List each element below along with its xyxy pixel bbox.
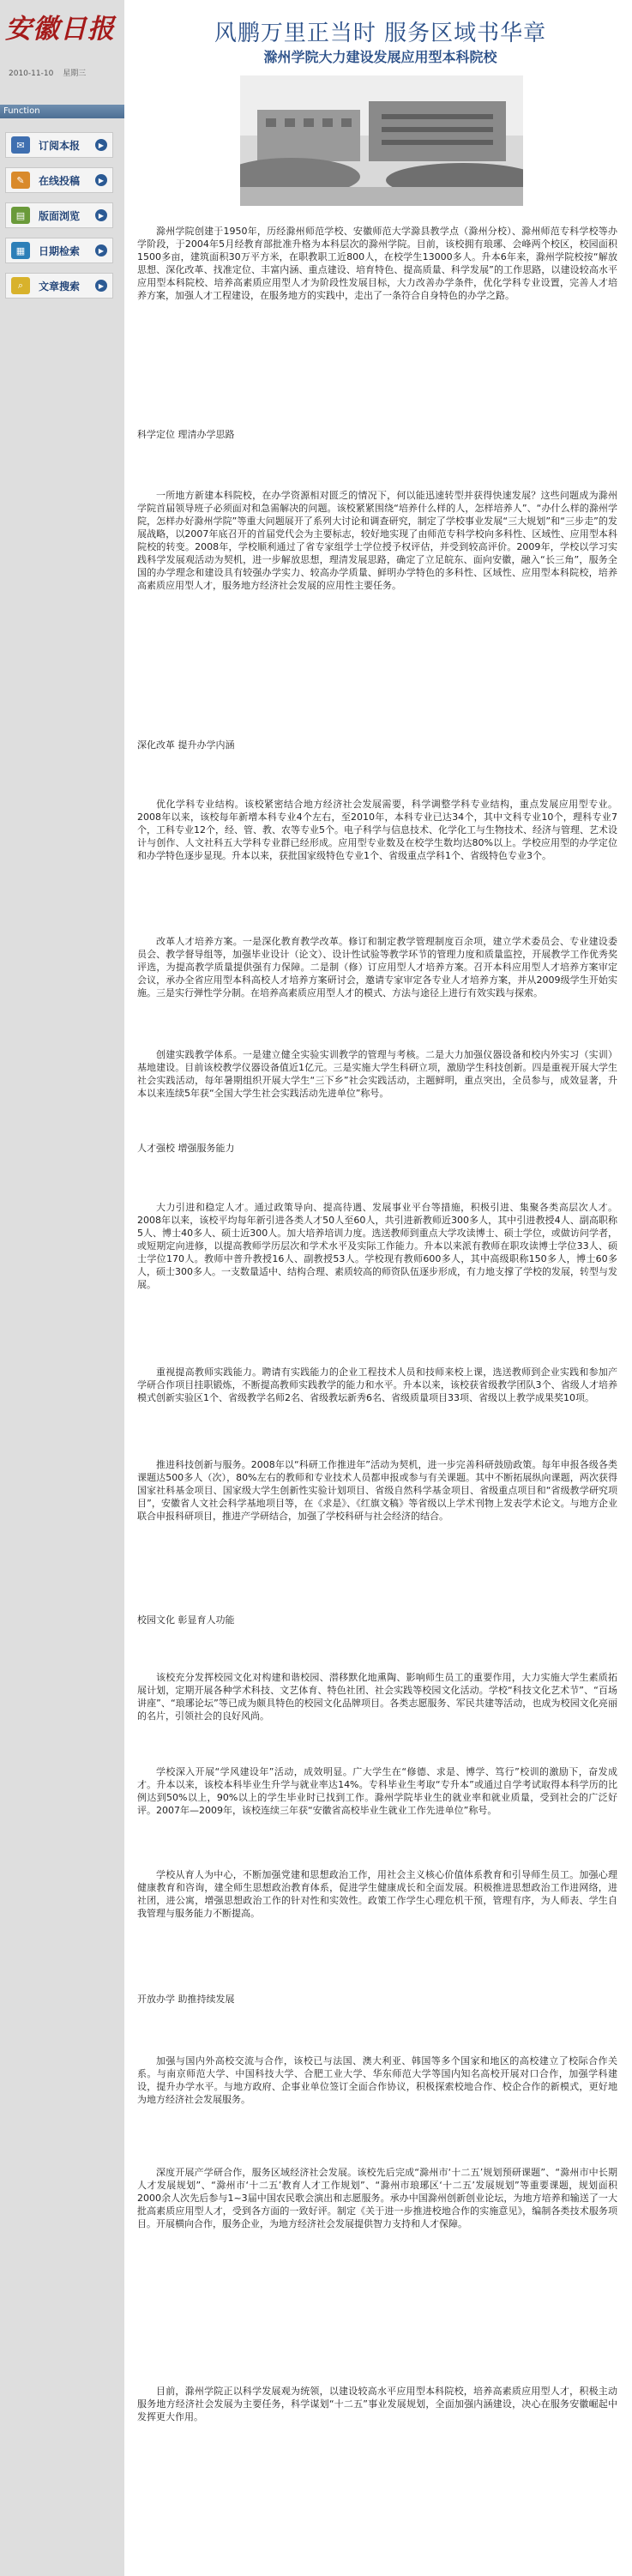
paragraph: 加强与国内外高校交流与合作，该校已与法国、澳大利亚、韩国等多个国家和地区的高校建立了校际合作关系。与南京师范大学、中国科技大学、合肥工业大学、华东师范大学等国内知名高校开展对口合作，加强学科建设，提升办学水平。与地方政府、企事业单位签订全面合作协议，积极探索校地合作、校企合作的新模式，更好地为地方经济社会发展服务。: [137, 2055, 617, 2105]
paragraph: 创建实践教学体系。一是建立健全实验实训教学的管理与考核。二是大力加强仪器设备和校内外实习（实训）基地建设。目前该校教学仪器设备值近1亿元。三是实施大学生科研立项，激励学生科技创新。四是重视开展大学生社会实践活动，每年暑期组织开展大学生“三下乡”社会实践活动，主题鲜明，重点突出，全员参与，成效显著，升本以来连续5年获“全国大学生社会实践活动先进单位”称号。: [137, 1049, 617, 1099]
paragraph: 该校充分发挥校园文化对构建和谐校园、潜移默化地熏陶、影响师生员工的重要作用，大力实施大学生素质拓展计划，定期开展各种学术科技、文艺体育、特色社团、社会实践等校园文化活动。学校“科技文化艺术节”、“百场讲座”、“琅琊论坛”等已成为颇具特色的校园文化品牌项目。各类志愿服务、军民共建等活动，也成为校园文化亮丽的名片，引领社会的良好风尚。: [137, 1672, 617, 1722]
arrow-right-icon: ▶: [95, 244, 107, 256]
section-heading: 科学定位 理清办学思路: [137, 429, 235, 440]
arrow-right-icon: ▶: [95, 209, 107, 221]
paragraph: 深度开展产学研合作，服务区域经济社会发展。该校先后完成“滁州市‘十二五’规划预研课题”、“滁州市中长期人才发展规划”、“滁州市‘十二五’教育人才工作规划”、“滁州市琅琊区‘十二五’发展规划”等重要课题，规划面积2000余人次先后参与1~3届中国农民歌会演出和志愿服务。承办中国滁州创新创业论坛，为地方培养和输送了一大批高素质应用型人才，受到各方面的一致好评。制定《关于进一步推进校地合作的实施意见》，编制各类技术服务项目。开展横向合作，服务企业，为地方经济社会发展提供智力支持和人才保障。: [137, 2167, 617, 2229]
paragraph: 目前，滁州学院正以科学发展观为统领，以建设较高水平应用型本科院校，培养高素质应用型人才，积极主动服务地方经济社会发展为主要任务，科学谋划“十二五”事业发展规划，全面加强内涵建设，决心在服务安徽崛起中发挥更大作用。: [137, 2386, 617, 2422]
sidebar-item-submit[interactable]: ✎ 在线投稿 ▶: [5, 167, 113, 193]
paragraph: 一所地方新建本科院校，在办学资源相对匮乏的情况下，何以能迅速转型并获得快速发展？这些问题成为滁州学院首届领导班子必须面对和急需解决的问题。该校紧紧围绕“培养什么样的人，怎样培养人”、“办什么样的滁州学院，怎样办好滁州学院”等重大问题展开了系列大讨论和调查研究，制定了学校事业发展“三大规划”和“三步走”的发展战略，以2007年底召开的首届党代会为主要标志，较好地实现了由师范专科学校向多科性、区域性、应用型本科院校的转变。2008年，学校顺利通过了省专家组学士学位授予权评估，并受到较高评价。2009年，学校以学习实践科学发展观活动为契机，进一步解放思想，理清发展思路，确定了立足皖东、面向安徽，融入“长三角”，服务全国的办学理念和建设具有较强办学实力、较高办学质量、鲜明办学特色的多科性、区域性、应用型本科院校，培养高素质应用型人才，服务地方经济社会发展的应用性主要任务。: [137, 490, 617, 591]
section-heading: 校园文化 彰显育人功能: [137, 1614, 235, 1626]
dateline: [9, 67, 93, 78]
arrow-right-icon: ▶: [95, 174, 107, 186]
arrow-right-icon: ▶: [95, 139, 107, 151]
paragraph: 优化学科专业结构。该校紧密结合地方经济社会发展需要，科学调整学科专业结构，重点发展应用型专业。2008年以来，该校每年新增本科专业4个左右，至2010年，本科专业已达34个，其中文科专业10个，理科专业7个，工科专业12个，经、管、教、农等专业5个。电子科学与信息技术、化学化工与生物技术、经济与管理、艺术设计与创作、人文社科五大学科专业群已经形成。应用型专业数及在校学生数均达80%以上。学校应用型的办学定位和办学特色逐步显现。升本以来，获批国家级特色专业1个、省级重点学科1个、省级特色专业3个。: [137, 799, 617, 861]
paragraph: 学校深入开展“学风建设年”活动，成效明显。广大学生在“修德、求是、博学、笃行”校训的激励下，奋发成才。升本以来，该校本科毕业生升学与就业率达14%。专科毕业生考取“专升本”或通过自学考试取得本科学历的比例达到50%以上，90%以上的学生毕业时已找到工作。滁州学院毕业生的就业率和就业质量，受到社会的广泛好评。2007年—2009年，该校连续三年获“安徽省高校毕业生就业工作先进单位”称号。: [137, 1766, 617, 1816]
article-subtitle: 滁州学院大力建设发展应用型本科院校: [263, 49, 497, 65]
arrow-right-icon: ▶: [95, 280, 107, 292]
publish-date: 2010-11-10: [9, 69, 54, 78]
sidebar-item-calendar[interactable]: ▦ 日期检索 ▶: [5, 238, 113, 263]
article-area: [129, 0, 632, 2576]
paragraph: 推进科技创新与服务。2008年以“科研工作推进年”活动为契机，进一步完善科研鼓励政策。每年申报各级各类课题达500多人（次），80%左右的教师和专业技术人员都申报或参与有关课题。其中不断拓展纵向课题，两次获得国家社科基金项目、国家级大学生创新性实验计划项目、省级自然科学基金项目、省级重点项目和“省级教学研究项目”，安徽省人文社会科学基地项目等，在《求是》、《红旗文稿》等省级以上学术刊物上发表学术论文。与地方企业联合申报科研项目，推进产学研结合，加强了学校科研与社会经济的结合。: [137, 1459, 617, 1522]
paragraph: 学校从育人为中心，不断加强党建和思想政治工作，用社会主义核心价值体系教育和引导师生员工。加强心理健康教育和咨询，建全师生思想政治教育体系，促进学生健康成长和全面发展。积极推进思想政治工作进网络，进社团，进公寓，增强思想政治工作的针对性和实效性。政策工作学生心理危机干预，管理有序，为人师表、学生自我管理与服务能力不断提高。: [137, 1869, 617, 1919]
section-heading: 开放办学 助推持续发展: [137, 1994, 235, 2005]
newspaper-logo[interactable]: 安徽日报: [5, 14, 115, 45]
section-heading: 深化改革 提升办学内涵: [137, 739, 235, 751]
layout-icon: ▤: [11, 207, 30, 224]
paragraph: 大力引进和稳定人才。通过政策导向、提高待遇、发展事业平台等措施，积极引进、集聚各类高层次人才。2008年以来，该校平均每年新引进各类人才50人至60人，共引进新教师近300多人，其中引进教授4人、副高职称5人、博士40多人、硕士近300人。加大培养培训力度。选送教师到重点大学攻读博士、硕士学位，或做访问学者，或短期定向进修，以提高教师学历层次和学术水平及实际工作能力。升本以来派有教师在职攻读博士学位33人、硕士学位170人。教师中普升教授16人、副教授53人。学校现有教师600多人，其中高级职称150多人，博士60多人，硕士300多人。一支数量适中、结构合理、素质较高的师资队伍逐步形成，有力地支撑了学校的发展，转型与发展。: [137, 1202, 617, 1290]
campus-photo-illustration: [240, 75, 523, 206]
sidebar-item-search[interactable]: ⌕ 文章搜索 ▶: [5, 273, 113, 299]
subscribe-icon: ✉: [11, 136, 30, 154]
calendar-icon: ▦: [11, 242, 30, 259]
paragraph: 改革人才培养方案。一是深化教育教学改革。修订和制定教学管理制度百余项，建立学术委员会、专业建设委员会、教学督导组等，加强毕业设计（论文）、设计性试验等教学环节的管理力度和质量监控，开展教学工作优秀奖评选，为提高教学质量提供强有力保障。二是制（修）订应用型人才培养方案。召开本科应用型人才培养方案审定会议，承办全省应用型本科高校人才培养方案研讨会，邀请专家审定各专业人才培养方案，并从2009级学生开始实施。三是实行弹性学分制。在培养高素质应用型人才的模式、方法与途径上进行有效实践与探索。: [137, 936, 617, 998]
section-heading: 人才强校 增强服务能力: [137, 1143, 235, 1154]
sidebar-item-subscribe[interactable]: ✉ 订阅本报 ▶: [5, 132, 113, 158]
function-bar: Function: [0, 105, 124, 118]
sidebar: [0, 0, 124, 2576]
sidebar-item-layout[interactable]: ▤ 版面浏览 ▶: [5, 202, 113, 228]
paragraph: 滁州学院创建于1950年，历经滁州师范学校、安徽师范大学滁县教学点（滁州分校）、滁州师范专科学校等办学阶段，于2004年5月经教育部批准升格为本科层次的滁州学院。目前，该校拥有琅琊、会峰两个校区，校园面积1500多亩，建筑面积30万平方米，在职教职工近800人，在校学生13000多人。升本6年来，滁州学院校按“解放思想、深化改革、找准定位、丰富内涵、重点建设、培育特色、提高质量、科学发展”的工作思路，以建设较高水平应用型本科院校、培养高素质应用型人才为阶段性发展目标，大力改善办学条件，优化学科专业设置，完善人才培养方案，加强人才工程建设，在服务地方的实践中，走出了一条符合自身特色的办学之路。: [137, 226, 617, 301]
campus-photo: [240, 75, 523, 206]
paragraph: 重视提高教师实践能力。聘请有实践能力的企业工程技术人员和技师来校上课，选送教师到企业实践和参加产学研合作项目挂职锻炼，不断提高教师实践教学的能力和水平。升本以来，该校获省级教学团队3个、省级人才培养模式创新实验区1个、省级教学名师2名、省级教坛新秀6名、省级质量项目33项、省级以上教学成果奖10项。: [137, 1366, 617, 1403]
article-title: 风鹏万里正当时 服务区域书华章: [214, 21, 547, 46]
search-icon: ⌕: [11, 277, 30, 294]
weekday: 星期三: [63, 69, 87, 78]
submit-icon: ✎: [11, 172, 30, 189]
